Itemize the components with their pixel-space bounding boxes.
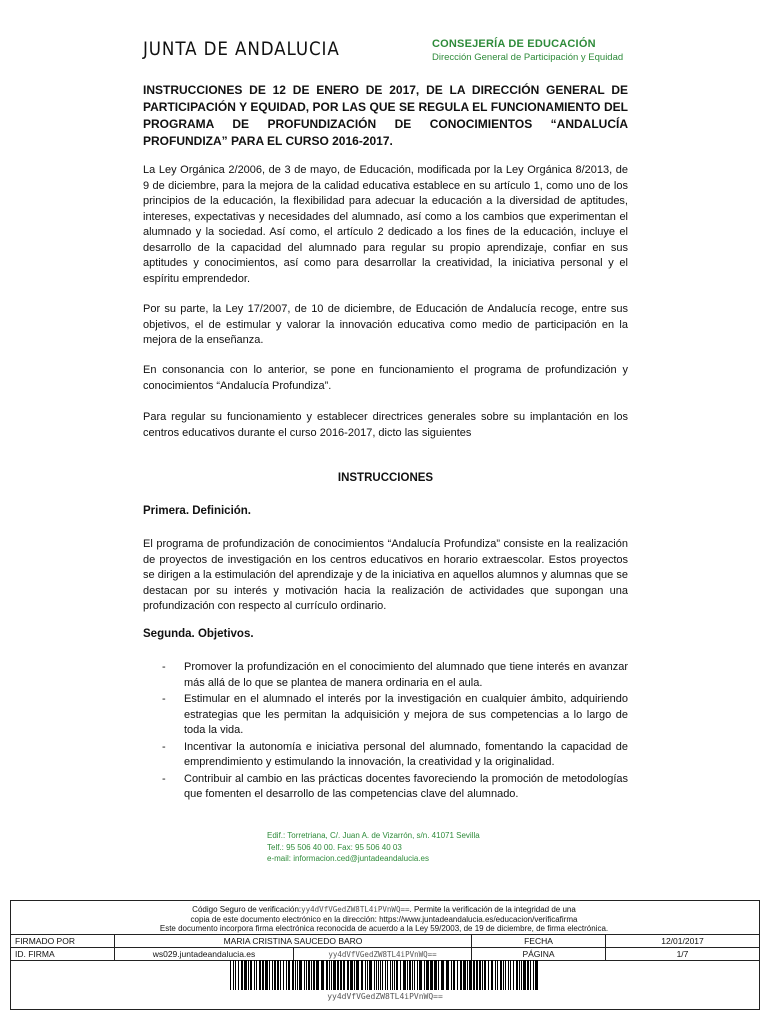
junta-de-andalucia-logo: JUNTA DE ANDALUCIA xyxy=(143,38,340,60)
list-item: - Promover la profundización en el conocimiento del alumnado que tiene interés en avanzar más allá de lo que se plantea de manera ordinaria en el aula. xyxy=(162,661,628,689)
list-item: - Incentivar la autonomía e iniciativa personal del alumnado, fomentando la capacidad de emprendimiento y estimulando la innovación, la creatividad y la originalidad. xyxy=(162,740,628,768)
firmado-por-value: MARIA CRISTINA SAUCEDO BARO xyxy=(115,935,472,948)
barcode-image xyxy=(230,960,540,990)
signature-table xyxy=(10,934,760,961)
id-firma-label: ID. FIRMA xyxy=(11,948,115,961)
table-row xyxy=(11,935,760,948)
id-firma-code: yy4dVfVGedZW8TL4iPVnWQ== xyxy=(294,948,472,961)
subdepartment-name: Dirección General de Participación y Equidad xyxy=(432,52,624,63)
paragraph-2: Por su parte, la Ley 17/2007, de 10 de diciembre, de Educación de Andalucía recoge, entre sus objetivos, el de estimular y valorar la innovación educativa como medio de participación en la mejora de la enseñanza. xyxy=(143,303,628,346)
table-row xyxy=(11,948,760,961)
id-firma-value: ws029.juntadeandalucia.es xyxy=(115,948,294,961)
firmado-por-label: FIRMADO POR xyxy=(11,935,115,948)
list-bullet: - xyxy=(162,661,166,673)
paragraph-1: La Ley Orgánica 2/2006, de 3 de mayo, de Educación, modificada por la Ley Orgánica 8/2013, de 9 de diciembre, para la mejora de la calidad educativa establece en su artículo 1, como uno de los principios de la educación, la flexibilidad para adecuar la educación a la diversidad de aptitudes, intereses, expectativas y necesidades del alumnado, así como a los cambios que experimentan el alumnado y la sociedad. Así como, el artículo 2 dedicado a los fines de la educación, incluye el desarrollo de la capacidad del alumnado para regular su propio aprendizaje, confiar en sus aptitudes y conocimientos, así como para desarrollar la creatividad, la iniciativa personal y el espíritu emprendedor. xyxy=(143,164,628,285)
objectives-list xyxy=(143,660,628,804)
verification-text: Código Seguro de verificación:yy4dVfVGedZW8TL4iPVnWQ==. Permite la verificación de la integridad de una copia de este documento electrónico en la dirección: https://www.juntadeandalucia.es/educacion/verificafirma Este documento incorpora firma electrónica reconocida de acuerdo a la Ley 59/2003, de 19 de diciembre, de firma electrónica. xyxy=(10,905,758,934)
verification-code: yy4dVfVGedZW8TL4iPVnWQ== xyxy=(301,905,410,914)
document-title: INSTRUCCIONES DE 12 DE ENERO DE 2017, DE LA DIRECCIÓN GENERAL DE PARTICIPACIÓN Y EQUIDAD, POR LAS QUE SE REGULA EL FUNCIONAMIENTO DEL PROGRAMA DE PROFUNDIZACIÓN DE CONOCIMIENTOS “ANDALUCÍA PROFUNDIZA” PARA EL CURSO 2016-2017. xyxy=(143,83,628,148)
list-bullet: - xyxy=(162,772,166,785)
barcode-text: yy4dVfVGedZW8TL4iPVnWQ== xyxy=(327,992,443,1001)
list-item: - Estimular en el alumnado el interés por la investigación en cualquier ámbito, adquiriendo estrategias que les permitan la adquisición y mejora de sus competencias a lo largo de toda la vida. xyxy=(162,693,628,736)
footer-phone: Telf.: 95 506 40 00. Fax: 95 506 40 03 xyxy=(267,842,402,852)
verification-url: copia de este documento electrónico en la dirección: https://www.juntadeandalucia.es/educacion/verificafirma xyxy=(190,914,578,924)
section-1-title: Primera. Definición. xyxy=(143,505,252,517)
list-bullet: - xyxy=(162,693,166,705)
section-2-title: Segunda. Objetivos. xyxy=(143,628,254,640)
pagina-label: PÁGINA xyxy=(472,948,606,961)
fecha-label: FECHA xyxy=(472,935,606,948)
fecha-value: 12/01/2017 xyxy=(606,935,760,948)
instructions-heading: INSTRUCCIONES xyxy=(337,472,434,484)
list-bullet: - xyxy=(162,740,166,753)
footer-email: e-mail: informacion.ced@juntadeandalucia.es xyxy=(267,854,429,863)
department-name: CONSEJERÍA DE EDUCACIÓN xyxy=(432,38,596,50)
pagina-value: 1/7 xyxy=(606,948,760,961)
page-footer-address xyxy=(267,830,480,865)
paragraph-4: Para regular su funcionamiento y establecer directrices generales sobre su implantación en los centros educativos durante el curso 2016-2017, dicto las siguientes xyxy=(143,411,628,439)
paragraph-3: En consonancia con lo anterior, se pone en funcionamiento el programa de profundización y conocimientos “Andalucía Profundiza”. xyxy=(143,364,628,392)
list-item: - Contribuir al cambio en las prácticas docentes favoreciendo la promoción de metodologías que fomenten el desarrollo de las competencias clave del alumnado. xyxy=(162,772,628,800)
section-1-text: El programa de profundización de conocimientos “Andalucía Profundiza” consiste en la realización de proyectos de investigación en los centros educativos en horario extraescolar. Estos proyectos se dirigen a la estimulación del aprendizaje y de la iniciativa en aquellos alumnos y alumnas que se destacan por su interés y motivación hacia la realización de actividades que supongan una profundización con respecto al currículo ordinario. xyxy=(143,538,628,612)
verification-law: Este documento incorpora firma electrónica reconocida de acuerdo a la Ley 59/2003, de 19 de diciembre, de firma electrónica. xyxy=(159,924,609,933)
footer-address: Edif.: Torretriana, C/. Juan A. de Vizarrón, s/n. 41071 Sevilla xyxy=(267,831,480,840)
